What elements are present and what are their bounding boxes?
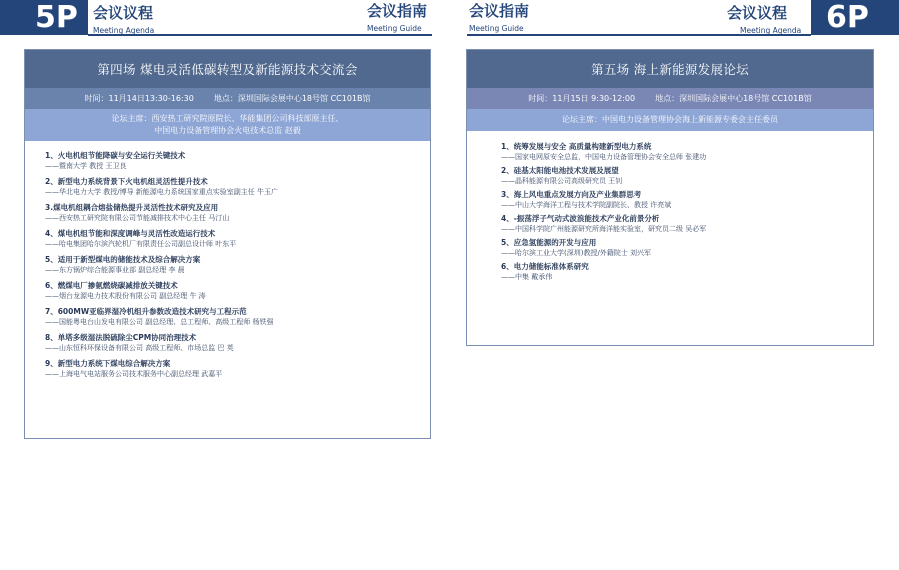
- session5-place: 地点：深圳国际会展中心18号馆 CC101B馆: [655, 94, 812, 103]
- agenda-item-title: 3、海上风电重点发展方向及产业集群思考: [501, 190, 642, 199]
- agenda-item-speaker: ——哈尔滨工业大学(深圳)教授/外籍院士 刘兴军: [501, 249, 652, 257]
- list-item: [45, 306, 410, 328]
- agenda-item-title: 5、适用于新型煤电的储能技术及综合解决方案: [45, 255, 201, 264]
- agenda-item-speaker: ——国家电网原安全总监，中国电力设备管理协会安全总师 张建功: [501, 153, 707, 161]
- session4-time: 时间：11月14日13:30-16:30: [84, 94, 194, 103]
- agenda-item-speaker: ——烟台龙源电力技术股份有限公司 副总经理 牛 涛: [45, 292, 206, 300]
- agenda-item-speaker: ——中国科学院广州能源研究所海洋能实验室，研究员二级 吴必军: [501, 225, 707, 233]
- right-guide-title: 会议指南: [469, 2, 530, 20]
- agenda-item-title: 6、电力储能标准体系研究: [501, 262, 589, 271]
- session5-meta: [467, 88, 873, 109]
- session5-time: 时间：11月15日 9:30-12:00: [528, 94, 636, 103]
- agenda-item-title: 4、煤电机组节能和深度调峰与灵活性改造运行技术: [45, 229, 216, 238]
- agenda-item-speaker: ——哈电集团哈尔滨汽轮机厂有限责任公司副总设计师 叶东平: [45, 240, 237, 248]
- list-item: [45, 254, 410, 276]
- right-agenda-subtitle: Meeting Agenda: [740, 26, 802, 35]
- list-item: [45, 202, 410, 224]
- agenda-item-speaker: ——华北电力大学 教授/博导 新能源电力系统国家重点实验室副主任 牛玉广: [45, 188, 279, 196]
- list-item: [45, 150, 410, 172]
- agenda-item-title: 7、600MW亚临界湿冷机组升参数改造技术研究与工程示范: [45, 307, 247, 316]
- session4-agenda-list: [25, 141, 430, 380]
- list-item: [501, 261, 853, 283]
- agenda-item-speaker: ——暨南大学 教授 王卫良: [45, 162, 127, 170]
- agenda-item-speaker: ——山东恒科环保设备有限公司 高级工程师、市场总监 巴 英: [45, 344, 234, 352]
- list-item: [501, 237, 853, 259]
- right-guide-subtitle: Meeting Guide: [469, 24, 524, 33]
- session5-agenda-list: [467, 131, 873, 283]
- left-page-number: 5P: [0, 0, 88, 35]
- list-item: [45, 332, 410, 354]
- agenda-item-speaker: ——上海电气电站服务公司技术服务中心副总经理 武嘉平: [45, 370, 223, 378]
- session4-title: 第四场 煤电灵活低碳转型及新能源技术交流会: [25, 50, 430, 88]
- list-item: [501, 165, 853, 187]
- agenda-item-speaker: ——中山大学海洋工程与技术学院副院长、教授 许亮斌: [501, 201, 672, 209]
- list-item: [501, 189, 853, 211]
- agenda-item-speaker: ——晶科能源有限公司高级研究员 王钊: [501, 177, 623, 185]
- agenda-item-title: 1、统筹发展与安全 高质量构建新型电力系统: [501, 142, 652, 151]
- list-item: [45, 228, 410, 250]
- list-item: [45, 280, 410, 302]
- session5-title: 第五场 海上新能源发展论坛: [467, 50, 873, 88]
- agenda-item-title: 6、燃煤电厂掺氨燃烧碳减排放关键技术: [45, 281, 178, 290]
- agenda-item-title: 3.煤电机组耦合熔盐储热提升灵活性技术研究及应用: [45, 203, 219, 212]
- session4-chair: [25, 109, 430, 141]
- agenda-item-title: 4、-振荡浮子气动式波浪能技术产业化前景分析: [501, 214, 660, 223]
- left-guide-subtitle: Meeting Guide: [367, 24, 422, 33]
- session4-chair-line2: 中国电力设备管理协会火电技术总监 赵毅: [154, 126, 301, 135]
- left-guide-title: 会议指南: [367, 2, 428, 20]
- session4-place: 地点：深圳国际会展中心18号馆 CC101B馆: [213, 94, 371, 103]
- left-agenda-subtitle: Meeting Agenda: [93, 26, 155, 35]
- agenda-item-title: 2、新型电力系统背景下火电机组灵活性提升技术: [45, 177, 208, 186]
- agenda-item-speaker: ——东方锅炉综合能源事业部 副总经理 李 晨: [45, 266, 185, 274]
- right-page-number: 6P: [811, 0, 899, 35]
- session4-chair-line1: 论坛主席：西安热工研究院原院长、华能集团公司科技部原主任、: [111, 114, 344, 123]
- agenda-item-speaker: ——国能粤电台山发电有限公司 副总经理、总工程师、高级工程师 杨铁强: [45, 318, 274, 326]
- agenda-item-title: 5、应急氢能源的开发与应用: [501, 238, 597, 247]
- agenda-item-title: 8、单塔多级湿法脱硫除尘CPM协同治理技术: [45, 333, 197, 342]
- session4-meta: [25, 88, 430, 109]
- agenda-item-title: 9、新型电力系统下煤电综合解决方案: [45, 359, 171, 368]
- list-item: [45, 358, 410, 380]
- agenda-item-speaker: ——中集 戴承伟: [501, 273, 553, 281]
- left-agenda-title: 会议议程: [93, 4, 154, 22]
- session5-panel: [466, 49, 874, 346]
- agenda-item-speaker: ——西安热工研究院有限公司节能减排技术中心主任 马汀山: [45, 214, 230, 222]
- right-agenda-title: 会议议程: [727, 4, 788, 22]
- session5-chair-line1: 论坛主席：中国电力设备管理协会海上新能源专委会主任委员: [562, 115, 778, 124]
- agenda-item-title: 1、火电机组节能降碳与安全运行关键技术: [45, 151, 186, 160]
- session5-chair: [467, 109, 873, 131]
- agenda-item-title: 2、硅基太阳能电池技术发展及展望: [501, 166, 619, 175]
- list-item: [501, 213, 853, 235]
- list-item: [45, 176, 410, 198]
- list-item: [501, 141, 853, 163]
- session4-panel: [24, 49, 431, 439]
